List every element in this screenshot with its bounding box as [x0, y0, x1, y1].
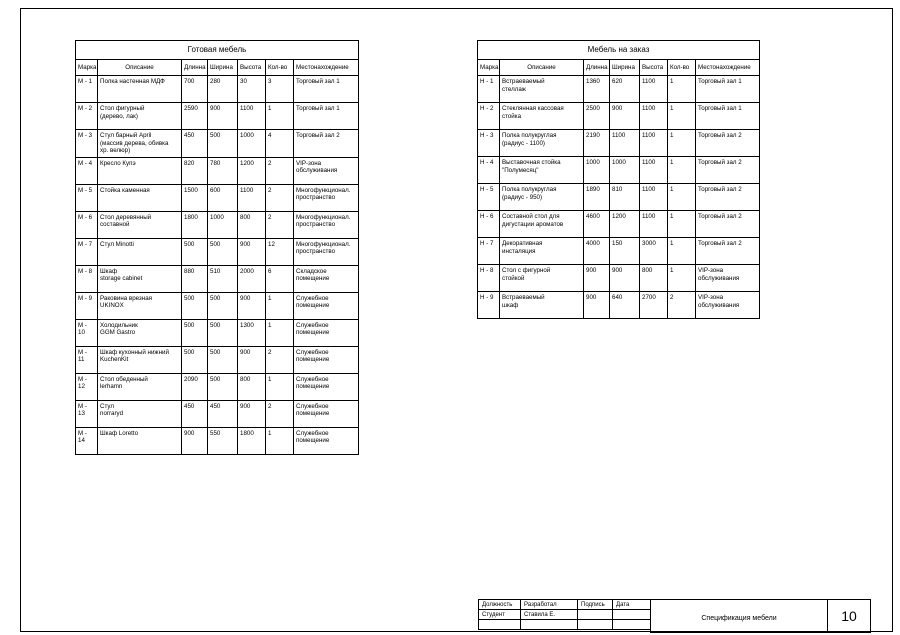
- table-cell: Складское помещение: [294, 265, 359, 292]
- table-cell: VIP-зона обслуживания: [696, 265, 760, 292]
- table-cell: 1: [668, 238, 696, 265]
- date-value: [613, 610, 651, 620]
- table-cell: 1500: [182, 184, 208, 211]
- table-cell: 700: [182, 76, 208, 103]
- table-cell: 1: [668, 265, 696, 292]
- table-cell: М - 2: [76, 103, 98, 130]
- table-row: [76, 427, 359, 454]
- table-cell: Шкаф Loretto: [98, 427, 182, 454]
- table-cell: Шкаф storage cabinet: [98, 265, 182, 292]
- table-cell: Торговый зал 2: [696, 211, 760, 238]
- table-cell: 900: [610, 103, 640, 130]
- table-row: [76, 346, 359, 373]
- table-row: [478, 211, 760, 238]
- table-cell: 2000: [238, 265, 266, 292]
- table-cell: Встраеваемый шкаф: [500, 292, 584, 319]
- table-cell: 500: [208, 373, 238, 400]
- table-cell: 2: [266, 211, 294, 238]
- table-cell: 600: [208, 184, 238, 211]
- table-cell: Стул барный April (массив дерева, обивка хр. велюр): [98, 130, 182, 157]
- table-cell: 2: [266, 184, 294, 211]
- table-cell: 900: [610, 265, 640, 292]
- table-cell: 6: [266, 265, 294, 292]
- developer-header: Разработал: [521, 600, 578, 610]
- table-cell: 500: [182, 238, 208, 265]
- ready-furniture-title: Готовая мебель: [75, 40, 359, 59]
- table-cell: 150: [610, 238, 640, 265]
- table-cell: 2590: [182, 103, 208, 130]
- table-cell: Многофункционал. пространство: [294, 184, 359, 211]
- table-cell: 1000: [584, 157, 610, 184]
- table-cell: Н - 6: [478, 211, 500, 238]
- table-cell: Служебное помещение: [294, 373, 359, 400]
- table-cell: 900: [238, 400, 266, 427]
- signature-header: Подпись: [578, 600, 613, 610]
- table-cell: Многофункционал. пространство: [294, 211, 359, 238]
- table-body: [478, 76, 760, 319]
- table-row: [478, 184, 760, 211]
- table-cell: Н - 7: [478, 238, 500, 265]
- table-cell: 500: [182, 346, 208, 373]
- table-cell: М - 12: [76, 373, 98, 400]
- table-cell: 3000: [640, 238, 668, 265]
- table-cell: Н - 4: [478, 157, 500, 184]
- table-row: [478, 130, 760, 157]
- table-row: [76, 211, 359, 238]
- custom-furniture-title: Мебель на заказ: [477, 40, 760, 59]
- table-cell: 2: [266, 157, 294, 184]
- table-cell: М - 9: [76, 292, 98, 319]
- position-value: Студент: [479, 610, 521, 620]
- column-header: Марка: [478, 60, 500, 76]
- header-row: [76, 60, 359, 76]
- table-row: [76, 319, 359, 346]
- table-cell: Стол фигурный (дерево, лак): [98, 103, 182, 130]
- table-cell: Стул Minotti: [98, 238, 182, 265]
- table-cell: Торговый зал 2: [696, 238, 760, 265]
- table-cell: 500: [208, 319, 238, 346]
- table-cell: Н - 3: [478, 130, 500, 157]
- table-cell: Н - 8: [478, 265, 500, 292]
- table-cell: 1: [668, 211, 696, 238]
- table-cell: 30: [238, 76, 266, 103]
- column-header: Высота: [238, 60, 266, 76]
- table-cell: М - 1: [76, 76, 98, 103]
- table-cell: 4: [266, 130, 294, 157]
- table-cell: Служебное помещение: [294, 319, 359, 346]
- custom-furniture-table: [477, 40, 760, 319]
- table-cell: 550: [208, 427, 238, 454]
- empty-cell: [479, 620, 521, 630]
- table-cell: 510: [208, 265, 238, 292]
- table-cell: 1100: [640, 76, 668, 103]
- table-cell: 12: [266, 238, 294, 265]
- table-cell: М - 8: [76, 265, 98, 292]
- table-row: [76, 400, 359, 427]
- table-cell: 450: [182, 400, 208, 427]
- table-cell: 500: [208, 292, 238, 319]
- table-cell: М - 3: [76, 130, 98, 157]
- table-cell: 800: [640, 265, 668, 292]
- table-row: [76, 130, 359, 157]
- table-header: [76, 60, 359, 76]
- table-cell: Торговый зал 2: [696, 157, 760, 184]
- table-cell: 900: [238, 292, 266, 319]
- table-cell: 2: [266, 400, 294, 427]
- table-cell: 1: [266, 319, 294, 346]
- table-cell: VIP-зона обслуживания: [696, 292, 760, 319]
- table-cell: 1: [266, 373, 294, 400]
- table-cell: 500: [182, 292, 208, 319]
- column-header: Описание: [98, 60, 182, 76]
- table-cell: 450: [182, 130, 208, 157]
- table-cell: Шкаф кухонный нижний KuchenKit: [98, 346, 182, 373]
- table-cell: Н - 5: [478, 184, 500, 211]
- table-row: [478, 103, 760, 130]
- empty-cell: [578, 620, 613, 630]
- developer-value: Ставила Е.: [521, 610, 578, 620]
- table-cell: Полка полукруглая (радиус - 1100): [500, 130, 584, 157]
- table-cell: М - 4: [76, 157, 98, 184]
- table-cell: VIP-зона обслуживания: [294, 157, 359, 184]
- table-cell: 900: [238, 238, 266, 265]
- table-cell: Многофункционал. пространство: [294, 238, 359, 265]
- table-cell: Раковина врезная UKINOX: [98, 292, 182, 319]
- table-cell: 1100: [640, 184, 668, 211]
- table-cell: 2090: [182, 373, 208, 400]
- table-cell: 1: [668, 76, 696, 103]
- column-header: Кол-во: [266, 60, 294, 76]
- table-cell: 1200: [238, 157, 266, 184]
- table-cell: 3: [266, 76, 294, 103]
- table-cell: 500: [208, 130, 238, 157]
- table-cell: Служебное помещение: [294, 427, 359, 454]
- table-cell: 2190: [584, 130, 610, 157]
- table-cell: 1800: [182, 211, 208, 238]
- table-cell: 1300: [238, 319, 266, 346]
- table-cell: 2700: [640, 292, 668, 319]
- table-row: [76, 292, 359, 319]
- title-block-grid: [478, 599, 651, 630]
- table-cell: 1: [668, 130, 696, 157]
- table-cell: Служебное помещение: [294, 292, 359, 319]
- empty-cell: [613, 620, 651, 630]
- table-row: [76, 265, 359, 292]
- table-cell: 1: [668, 157, 696, 184]
- table-cell: 1200: [610, 211, 640, 238]
- table-cell: Стойка каменная: [98, 184, 182, 211]
- column-header: Ширина: [208, 60, 238, 76]
- table-cell: Торговый зал 1: [294, 103, 359, 130]
- table-row: [478, 76, 760, 103]
- table-cell: 640: [610, 292, 640, 319]
- table-cell: Торговый зал 1: [294, 76, 359, 103]
- table-cell: Полка настенная МДФ: [98, 76, 182, 103]
- column-header: Длинна: [584, 60, 610, 76]
- table-cell: Служебное помещение: [294, 346, 359, 373]
- table-cell: Декоративная инсталяция: [500, 238, 584, 265]
- column-header: Местонахождение: [696, 60, 760, 76]
- table-cell: 500: [182, 319, 208, 346]
- table-cell: Выставочная стойка "Полумесяц": [500, 157, 584, 184]
- table-cell: 780: [208, 157, 238, 184]
- table-cell: 900: [238, 346, 266, 373]
- table-cell: Стол обеденный lerhamn: [98, 373, 182, 400]
- column-header: Длинна: [182, 60, 208, 76]
- table-header: [478, 60, 760, 76]
- table-cell: 1360: [584, 76, 610, 103]
- date-header: Дата: [613, 600, 651, 610]
- table-row: [76, 373, 359, 400]
- table-cell: Торговый зал 2: [696, 184, 760, 211]
- table-cell: 880: [182, 265, 208, 292]
- column-header: Описание: [500, 60, 584, 76]
- table-row: [478, 292, 760, 319]
- table-row: [478, 265, 760, 292]
- table-cell: 1100: [238, 103, 266, 130]
- table-cell: 800: [238, 211, 266, 238]
- table-cell: Стул norraryd: [98, 400, 182, 427]
- table-cell: Составной стол для дигустации ароматов: [500, 211, 584, 238]
- column-header: Марка: [76, 60, 98, 76]
- empty-cell: [521, 620, 578, 630]
- table-cell: М - 14: [76, 427, 98, 454]
- table-cell: М - 5: [76, 184, 98, 211]
- table-cell: 1: [266, 427, 294, 454]
- table-cell: 4600: [584, 211, 610, 238]
- table-cell: 450: [208, 400, 238, 427]
- table-cell: Торговый зал 1: [696, 103, 760, 130]
- table-cell: 500: [208, 238, 238, 265]
- column-header: Ширина: [610, 60, 640, 76]
- table-cell: 2: [266, 346, 294, 373]
- table-row: [478, 157, 760, 184]
- table-cell: 1: [266, 103, 294, 130]
- table-row: [76, 157, 359, 184]
- table-cell: Н - 9: [478, 292, 500, 319]
- table-cell: 810: [610, 184, 640, 211]
- table-cell: Торговый зал 1: [696, 76, 760, 103]
- table-cell: 2500: [584, 103, 610, 130]
- table-cell: М - 11: [76, 346, 98, 373]
- table-cell: Стол с фигурной стойкой: [500, 265, 584, 292]
- table-cell: М - 6: [76, 211, 98, 238]
- table-cell: М - 13: [76, 400, 98, 427]
- table-cell: 1: [668, 103, 696, 130]
- table-cell: Торговый зал 2: [696, 130, 760, 157]
- table-cell: М - 7: [76, 238, 98, 265]
- table-cell: 1100: [640, 157, 668, 184]
- sheet-number: 10: [828, 599, 871, 633]
- table-cell: 1000: [238, 130, 266, 157]
- table-row: [76, 76, 359, 103]
- table-row: [76, 238, 359, 265]
- table-cell: М - 10: [76, 319, 98, 346]
- table-cell: 1: [266, 292, 294, 319]
- table-cell: 2: [668, 292, 696, 319]
- table-cell: Холодильник GGM Gastro: [98, 319, 182, 346]
- table-row: [76, 103, 359, 130]
- table-body: [76, 76, 359, 454]
- table-cell: 900: [208, 103, 238, 130]
- table-row: [76, 184, 359, 211]
- table-cell: 500: [208, 346, 238, 373]
- table-cell: 1: [668, 184, 696, 211]
- table-cell: 820: [182, 157, 208, 184]
- column-header: Высота: [640, 60, 668, 76]
- ready-furniture-table: [75, 40, 359, 455]
- table-cell: 1890: [584, 184, 610, 211]
- table-cell: Полка полукруглая (радиус - 950): [500, 184, 584, 211]
- table-cell: Н - 1: [478, 76, 500, 103]
- table-cell: Н - 2: [478, 103, 500, 130]
- table-cell: 1800: [238, 427, 266, 454]
- table-cell: Стеклянная кассовая стойка: [500, 103, 584, 130]
- column-header: Кол-во: [668, 60, 696, 76]
- table-cell: 1100: [610, 130, 640, 157]
- table-cell: 800: [238, 373, 266, 400]
- table-cell: 1000: [208, 211, 238, 238]
- column-header: Местонахождение: [294, 60, 359, 76]
- table-cell: 1000: [610, 157, 640, 184]
- title-block: [478, 599, 893, 633]
- table-cell: Встраеваемый стеллаж: [500, 76, 584, 103]
- drawing-name: Спецификация мебели: [650, 599, 828, 633]
- table-cell: 1100: [640, 130, 668, 157]
- table-cell: Служебное помещение: [294, 400, 359, 427]
- table-cell: Торговый зал 2: [294, 130, 359, 157]
- table-cell: 900: [584, 292, 610, 319]
- signature-value: [578, 610, 613, 620]
- table-cell: 1100: [640, 211, 668, 238]
- table-cell: 1100: [238, 184, 266, 211]
- table-cell: 4000: [584, 238, 610, 265]
- table-cell: 900: [584, 265, 610, 292]
- table-cell: 1100: [640, 103, 668, 130]
- position-header: Должность: [479, 600, 521, 610]
- header-row: [478, 60, 760, 76]
- table-cell: 620: [610, 76, 640, 103]
- table-cell: Стол деревянный составной: [98, 211, 182, 238]
- table-cell: 900: [182, 427, 208, 454]
- table-cell: 280: [208, 76, 238, 103]
- table-row: [478, 238, 760, 265]
- table-cell: Кресло Купэ: [98, 157, 182, 184]
